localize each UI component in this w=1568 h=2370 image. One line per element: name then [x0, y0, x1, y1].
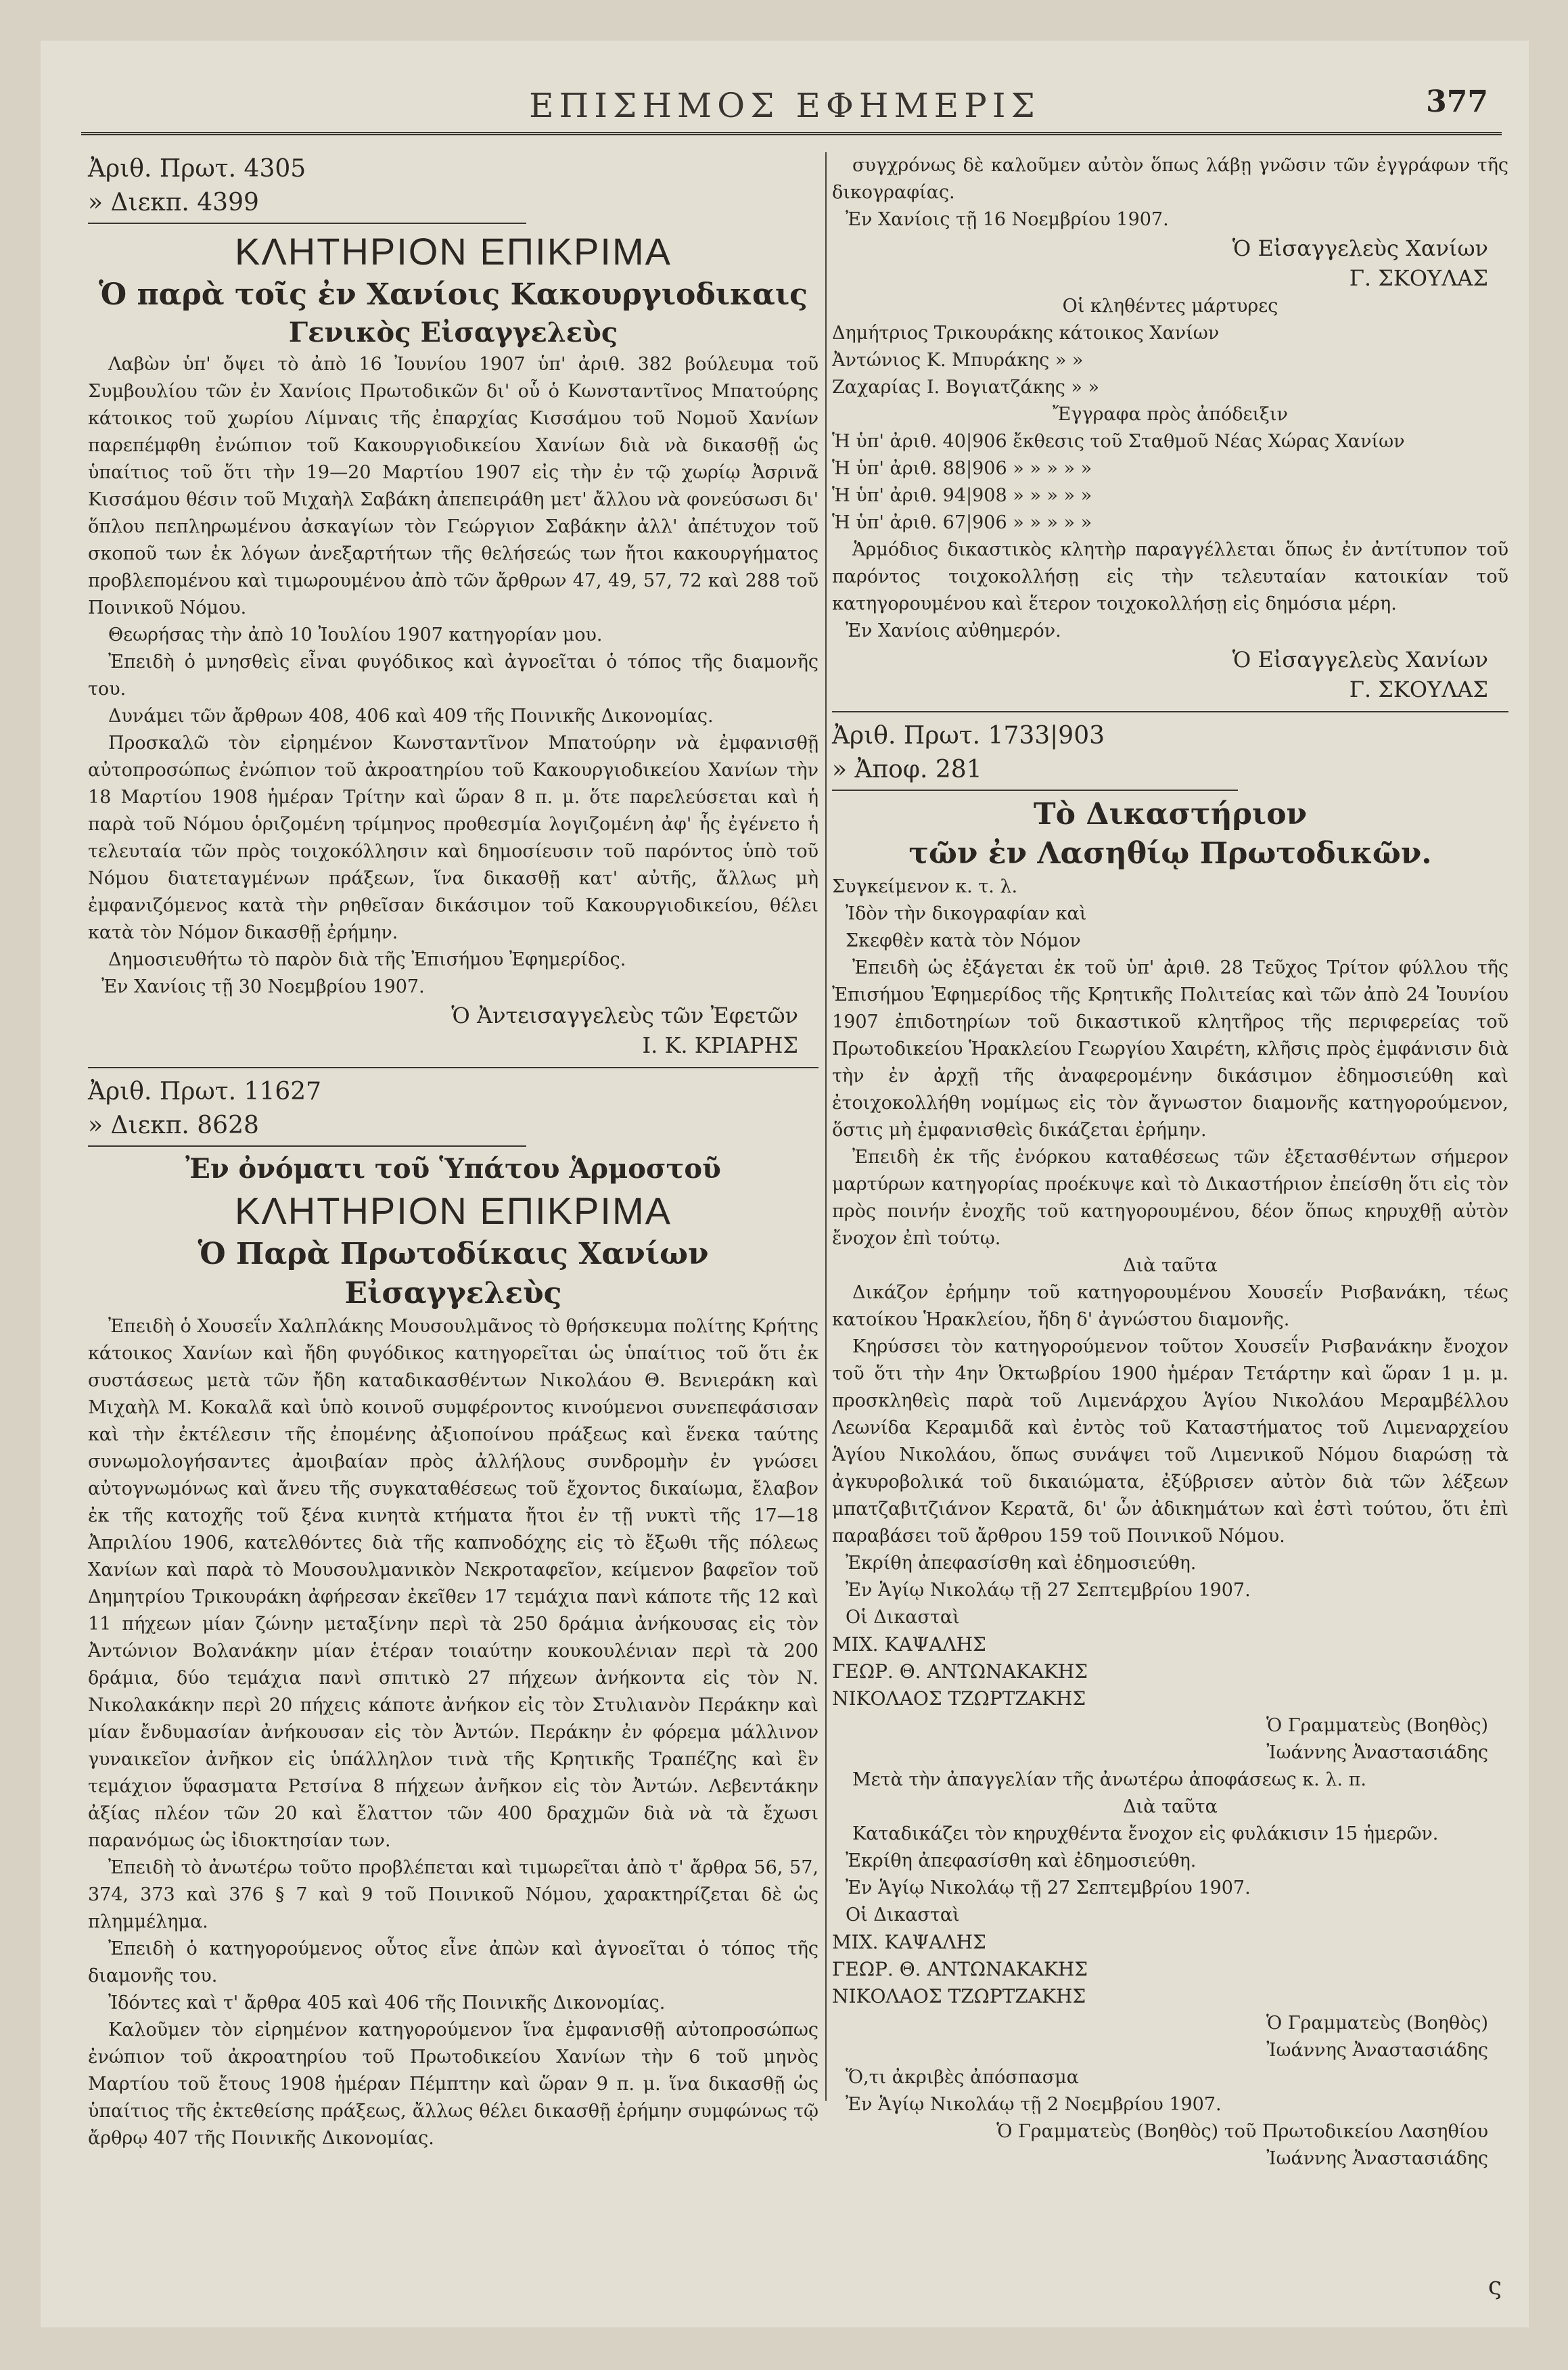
court-name: Τὸ Δικαστήριον [1033, 797, 1308, 831]
ref-rule [88, 1145, 526, 1147]
signatory-role: Ὁ Ἀντεισαγγελεὺς τῶν Ἐφετῶν [451, 1003, 798, 1028]
prosecutor-title: Γενικὸς Εἰσαγγελεὺς [288, 317, 618, 348]
notice-kind: ΚΛΗΤΗΡΙΟΝ ΕΠΙΚΡΙΜΑ [235, 1189, 672, 1232]
court-name: Ὁ Παρὰ Πρωτοδίκαις Χανίων Εἰσαγγελεὺς [198, 1237, 709, 1311]
gazette-title: ΕΠΙΣΗΜΟΣ ΕΦΗΜΕΡΙΣ [529, 86, 1040, 125]
clerk-role: Ὁ Γραμματεὺς (Βοηθὸς) [1266, 1715, 1488, 1736]
footer-mark: ς [1488, 2273, 1502, 2300]
court-name-line2: τῶν ἐν Λασηθίῳ Πρωτοδικῶν. [908, 836, 1432, 871]
notice-paragraph: Ἐπειδὴ ὁ κατηγορούμενος οὗτος εἶνε ἀπὼν καὶ ἀγνοεῖται ὁ τόπος τῆς διαμονῆς του. [88, 1938, 818, 1986]
section-heading: Διὰ ταῦτα [1123, 1796, 1218, 1817]
judgment-paragraph: Καταδικάζει τὸν κηρυχθέντα ἔνοχον εἰς φυλάκισιν 15 ἡμερῶν. [852, 1823, 1439, 1844]
copy-note: Ὅ,τι ἀκριβὲς ἀπόσπασμα [846, 2067, 1079, 2088]
protocol-ref: Ἀριθ. Πρωτ. 4305 [88, 155, 306, 183]
page-number: 377 [1426, 85, 1488, 119]
judge-name: ΓΕΩΡ. Θ. ΑΝΤΩΝΑΚΑΚΗΣ [832, 1958, 1088, 1980]
composition-line: Συγκείμενον κ. τ. λ. [832, 876, 1018, 897]
notice-paragraph: Ἰδόντες καὶ τ' ἄρθρα 405 καὶ 406 τῆς Ποινικῆς Δικονομίας. [108, 1992, 666, 2013]
ref-rule [832, 790, 1238, 791]
judgment-paragraph: Κηρύσσει τὸν κατηγορούμενον τοῦτον Χουσεΐν Ρισβανάκην ἔνοχον τοῦ ὅτι τὴν 4ην Ὀκτωβρίου 1900 ἡμέραν Τετάρτην καὶ ὥραν 1 μ. μ. προσκληθεὶς παρὰ τοῦ Λιμενάρχου Ἁγίου Νικολάου Μεραμβέλλου Λεωνίδα Κεραμιδᾶ καὶ ἐντὸς τοῦ Καταστήματος τοῦ Λιμεναρχείου Ἁγίου Νικολάου, ὅπως συνάψει τοῦ Λιμενικοῦ Νόμου διαρώσῃ τὰ ἀγκυροβολικά τοῦ δικαιώματα, ἐξύβρισεν αὐτὸν διὰ τῶν λέξεων μπατζαβιτζιάνον Κερατᾶ, δι' ὧν ἀδικημάτων καὶ ἐστὶ τούτου, ὅτι ἐπὶ παραβάσει τοῦ ἄρθρου 159 τοῦ Ποινικοῦ Νόμου. [832, 1336, 1508, 1547]
block-separator [832, 711, 1508, 712]
documents-title: Ἔγγραφα πρὸς ἀπόδειξιν [1053, 404, 1288, 425]
witness-entry: Ζαχαρίας Ι. Βογιατζάκης » » [832, 377, 1100, 398]
judge-name: ΓΕΩΡ. Θ. ΑΝΤΩΝΑΚΑΚΗΣ [832, 1660, 1088, 1683]
block-separator [88, 1067, 818, 1068]
judgment-date: Ἐν Ἁγίῳ Νικολάῳ τῇ 27 Σεπτεμβρίου 1907. [846, 1580, 1251, 1601]
notice-block-2 [88, 1075, 818, 2152]
judge-name: ΜΙΧ. ΚΑΨΑΛΗΣ [832, 1633, 986, 1656]
judge-name: ΜΙΧ. ΚΑΨΑΛΗΣ [832, 1931, 986, 1953]
header-rule [81, 132, 1502, 135]
notice-paragraph: Δυνάμει τῶν ἄρθρων 408, 406 καὶ 409 τῆς Ποινικῆς Δικονομίας. [108, 706, 714, 727]
judgment-block [832, 719, 1508, 2172]
document-entry: Ἡ ὑπ' ἀριθ. 40|906 ἔκθεσις τοῦ Σταθμοῦ Νέας Χώρας Χανίων [832, 431, 1405, 452]
right-column [832, 152, 1508, 2169]
notice-paragraph: Δημοσιευθήτω τὸ παρὸν διὰ τῆς Ἐπισήμου Ἐφημερίδος. [108, 949, 626, 970]
notice-paragraph: Προσκαλῶ τὸν εἰρημένον Κωνσταντῖνον Μπατούρην νὰ ἐμφανισθῇ αὐτοπροσώπως ἐνώπιον τοῦ ἀκροατηρίου τοῦ Κακουργιοδικείου Χανίων τὴν 18 Μαρτίου 1908 ἡμέραν Τρίτην καὶ ὥραν 8 π. μ. ὅτε παρελεύσεται καὶ ἡ παρὰ τοῦ Νόμου ὁριζομένη τρίμηνος προθεσμία λογιζομένη ἀφ' ἧς ἐγένετο ἡ τελευταία τῶν πρὸς τοιχοκόλλησιν καὶ δημοσίευσιν τοῦ παρόντος ὑπὸ τοῦ Νόμου διατεταγμένων πράξεων, ἵνα δικασθῇ κατ' αὐτῆς, ἄλλως μὴ ἐμφανιζόμενος κατὰ τὴν ρηθεῖσαν δικάσιμον τοῦ Κακουργιοδικείου, θέλει κατὰ τὸν Νόμον δικασθῇ ἐρήμην. [88, 733, 818, 943]
notice-paragraph: Καλοῦμεν τὸν εἰρημένον κατηγορούμενον ἵνα ἐμφανισθῇ αὐτοπροσώπως ἐνώπιον τοῦ ἀκροατηρίου τοῦ Πρωτοδικείου Χανίων τὴν 6 τοῦ μηνὸς Μαρτίου τοῦ ἔτους 1908 ἡμέραν Πέμπτην καὶ ὥραν 9 π. μ. ἵνα δικασθῇ ὡς ὑπαίτιος τῆς ἐκτεθείσης πράξεως, ἄλλως θέλει δικασθῇ ἐρήμην συμφώνως τῷ ἄρθρῳ 407 τῆς Ποινικῆς Δικονομίας. [88, 2020, 818, 2149]
judge-name: ΝΙΚΟΛΑΟΣ ΤΖΩΡΤΖΑΚΗΣ [832, 1985, 1086, 2007]
notice-continuation [832, 152, 1508, 704]
judgment-line: Σκεφθὲν κατὰ τὸν Νόμον [846, 930, 1081, 951]
final-signatory-role: Ὁ Γραμματεὺς (Βοηθὸς) τοῦ Πρωτοδικείου Λασηθίου [996, 2121, 1488, 2142]
document-entry: Ἡ ὑπ' ἀριθ. 94|908 » » » » » [832, 485, 1092, 506]
left-column [88, 152, 818, 2304]
column-divider [825, 152, 827, 2101]
witnesses-title: Οἱ κληθέντες μάρτυρες [1062, 296, 1278, 317]
judgment-paragraph: Ἐπειδὴ ἐκ τῆς ἐνόρκου καταθέσεως τῶν ἐξετασθέντων σήμερον μαρτύρων κατηγορίας προέκυψε καὶ τὸ Δικαστήριον ἐπείσθη ὅτι εἰς τὸν πρὸς ποινήν ἐνοχῆς τοῦ κατηγορουμένου, δέον ὅπως κηρυχθῇ αὐτὸν ἔνοχον ἐπὶ τούτῳ. [832, 1147, 1508, 1249]
decision-ref: » Ἀποφ. 281 [832, 756, 982, 783]
dispatch-ref: » Διεκπ. 8628 [88, 1112, 259, 1139]
section-heading: Διὰ ταῦτα [1123, 1255, 1218, 1276]
copy-date: Ἐν Ἁγίῳ Νικολάῳ τῇ 2 Νοεμβρίου 1907. [846, 2094, 1222, 2115]
clerk-role: Ὁ Γραμματεὺς (Βοηθὸς) [1266, 2013, 1488, 2034]
judgment-paragraph: Δικάζον ἐρήμην τοῦ κατηγορουμένου Χουσεΐν Ρισβανάκη, τέως κατοίκου Ἡρακλείου, ἤδη δ' ἀγνώστου διαμονῆς. [832, 1282, 1508, 1330]
notice-paragraph: Λαβὼν ὑπ' ὄψει τὸ ἀπὸ 16 Ἰουνίου 1907 ὑπ' ἀριθ. 382 βούλευμα τοῦ Συμβουλίου τῶν ἐν Χανίοις Πρωτοδικῶν δι' οὗ ὁ Κωνσταντῖνος Μπατούρης κάτοικος τοῦ χωρίου Λίμναις τῆς ἐπαρχίας Κισσάμου τοῦ Νομοῦ Χανίων παρεπέμφθη ἐνώπιον τοῦ Κακουργιοδικείου Χανίων διὰ νὰ δικασθῇ ὡς ὑπαίτιος τοῦ ὅτι τὴν 19—20 Μαρτίου 1907 εἰς τὴν ἐν τῷ χωρίῳ Ἀσρινᾶ Κισσάμου θέσιν τοῦ Μιχαὴλ Σαβάκη ἀπεπειράθη μετ' ἄλλου νὰ φονεύσωσι δι' ὅπλου πεπληρωμένου ἀσκαγίων τὸν Γεώργιον Σαβάκην ἀλλ' ἀπέτυχον τοῦ σκοποῦ των ἐκ λόγων ἀνεξαρτήτων τῆς θελήσεώς των ἤτοι κακουργήματος προβλεπομένου καὶ τιμωρουμένου ἀπὸ τῶν ἄρθρων 47, 49, 57, 72 καὶ 288 τοῦ Ποινικοῦ Νόμου. [88, 354, 818, 618]
notice-kind: ΚΛΗΤΗΡΙΟΝ ΕΠΙΚΡΙΜΑ [235, 230, 672, 273]
signatory-role: Ὁ Εἰσαγγελεὺς Χανίων [1232, 235, 1488, 261]
clerk-name: Ἰωάννης Ἀναστασιάδης [1266, 2040, 1488, 2061]
notice-paragraph: συγχρόνως δὲ καλοῦμεν αὐτὸν ὅπως λάβῃ γνῶσιν τῶν ἐγγράφων τῆς δικογραφίας. [832, 155, 1508, 203]
final-signatory-name: Ἰωάννης Ἀναστασιάδης [1266, 2148, 1488, 2169]
witness-entry: Ἀντώνιος Κ. Μπυράκης » » [832, 350, 1084, 371]
signatory-name: Ι. Κ. ΚΡΙΑΡΗΣ [642, 1032, 798, 1058]
newspaper-page [41, 41, 1529, 2327]
document-entry: Ἡ ὑπ' ἀριθ. 67|906 » » » » » [832, 512, 1092, 533]
judge-name: ΝΙΚΟΛΑΟΣ ΤΖΩΡΤΖΑΚΗΣ [832, 1687, 1086, 1710]
judgment-line: Ἐκρίθη ἀπεφασίσθη καὶ ἐδημοσιεύθη. [846, 1850, 1197, 1871]
document-entry: Ἡ ὑπ' ἀριθ. 88|906 » » » » » [832, 458, 1092, 479]
notice-paragraph: Θεωρήσας τὴν ἀπὸ 10 Ἰουλίου 1907 κατηγορίαν μου. [108, 624, 603, 645]
judgment-paragraph: Ἐπειδὴ ὡς ἐξάγεται ἐκ τοῦ ὑπ' ἀριθ. 28 Τεῦχος Τρίτον φύλλου τῆς Ἐπισήμου Ἐφημερίδος τῆς Κρητικῆς Πολιτείας καὶ τῶν ἀπὸ 24 Ἰουνίου 1907 ἐπιδοτηρίων τοῦ δικαστικοῦ κλητῆρος τῆς περιφερείας τοῦ Πρωτοδικείου Ἡρακλείου Γεωργίου Χαιρέτη, κλῆσις πρὸς ἐμφάνισιν διὰ τὴν ἐν ἀρχῇ τῆς ἀναφερομένην δικάσιμον ἐδημοσιεύθη καὶ ἐτοιχοκολλήθη νομίμως εἰς τὸν ἄγνωστον διαμονῆς κατηγορούμενον, ὅστις μὴ ἐμφανισθεὶς δικάζεται ἐρήμην. [832, 957, 1508, 1141]
notice-paragraph: Ἐπειδὴ ὁ μνησθεὶς εἶναι φυγόδικος καὶ ἀγνοεῖται ὁ τόπος τῆς διαμονῆς του. [88, 652, 818, 700]
court-name: Ὁ παρὰ τοῖς ἐν Χανίοις Κακουργιοδικαις [99, 277, 808, 312]
notice-date: Ἐν Χανίοις τῇ 16 Νοεμβρίου 1907. [846, 209, 1169, 230]
signatory-name: Γ. ΣΚΟΥΛΑΣ [1349, 265, 1488, 291]
judges-title: Οἱ Δικασταὶ [846, 1607, 960, 1628]
notice-date: Ἐν Χανίοις αὐθημερόν. [846, 620, 1061, 641]
page-header [41, 78, 1529, 139]
signatory-name: Γ. ΣΚΟΥΛΑΣ [1349, 677, 1488, 702]
notice-paragraph: Ἁρμόδιος δικαστικὸς κλητὴρ παραγγέλλεται ὅπως ἐν ἀντίτυπον τοῦ παρόντος τοιχοκολλήσῃ εἰς τὴν τελευταίαν κατοικίαν τοῦ κατηγορουμένου καὶ ἕτερον τοιχοκολλήσῃ εἰς δημόσια μέρη. [832, 539, 1508, 614]
judgment-line: Ἰδὸν τὴν δικογραφίαν καὶ [846, 903, 1087, 924]
witness-entry: Δημήτριος Τρικουράκης κάτοικος Χανίων [832, 323, 1220, 344]
invocation: Ἐν ὀνόματι τοῦ Ὑπάτου Ἁρμοστοῦ [185, 1153, 721, 1185]
protocol-ref: Ἀριθ. Πρωτ. 1733|903 [832, 722, 1105, 750]
signatory-role: Ὁ Εἰσαγγελεὺς Χανίων [1232, 647, 1488, 673]
notice-paragraph: Ἐπειδὴ ὁ Χουσεΐν Χαλπλάκης Μουσουλμᾶνος τὸ θρήσκευμα πολίτης Κρήτης κάτοικος Χανίων καὶ ἤδη φυγόδικος κατηγορεῖται ὡς ὑπαίτιος τοῦ ὅτι ἐκ συστάσεως μετὰ τῶν ἤδη καταδικασθέντων Νικολάου Θ. Βενιεράκη καὶ Μιχαὴλ Μ. Κοκαλᾶ καὶ ὑπὸ κοινοῦ συμφέροντος κινούμενοι συνεπεφάσισαν καὶ τὴν ἐκτέλεσιν τῆς ἐπομένης ἀξιοποίνου πράξεως καὶ ἕνεκα ταύτης συνωμολογήσαντες ἀμοιβαίαν πρὸς ἀλλήλους συνδρομὴν ἐν γνώσει αὐτογνωμόνως καὶ ἄνευ τῆς συγκαταθέσεως τοῦ ἔχοντος δικαίωμα, ἔλαβον ἐκ τῆς κατοχῆς τοῦ ξένα κινητὰ κτήματα ἤτοι ἐν τῇ νυκτὶ τῆς 17—18 Ἀπριλίου 1906, κατελθόντες διὰ τῆς καπνοδόχης εἰς τὸ ἔξωθι τῆς πόλεως Χανίων καὶ παρὰ τὸ Μουσουλμανικὸν Νεκροταφεῖον, κείμενον βαφεῖον τοῦ Δημητρίου Τρικουράκη ἀφήρεσαν ἐκεῖθεν 17 τεμάχια πανὶ κάποτε τῆς 12 καὶ 11 πήχεων μίαν ζώνην μεταξίνην περὶ τὰ 250 δράμια ἀνήκουσας εἰς τὸν Ἀντώνιον Βολανάκην μίαν ἑτέραν τοιαύτην κουκουλένιαν περὶ τὰ 200 δράμια, δύο τεμάχια πανὶ σπιτικὸ 27 πήχεων ἀνήκοντα εἰς τὸν Ν. Νικολακάκην περὶ 20 πήχεις κάποτε ἀνήκον εἰς τὸν Στυλιανὸν Περάκην καὶ μίαν ἔνδυμασίαν ἀνήκουσαν εἰς τὸν Ἀντών. Περάκην ἐν φόρεμα μάλλινον γυναικεῖον ἀνῆκον εἰς ὑπάλληλον τινὰ τῆς Κρητικῆς Τραπέζης καὶ ἓν τεμάχιον ὕφασματα Ρετσίνα 8 πήχεων ἀνῆκον εἰς τὸν Ἀντών. Λεβεντάκην ἀξίας πλέον τῶν 20 καὶ ἔλαττον τῶν 400 δραχμῶν διὰ νὰ τὰ ἔχωσι παρανόμως ὡς ἰδιοκτησίαν των. [88, 1316, 818, 1851]
protocol-ref: Ἀριθ. Πρωτ. 11627 [88, 1078, 322, 1106]
dispatch-ref: » Διεκπ. 4399 [88, 189, 259, 217]
judges-title: Οἱ Δικασταὶ [846, 1905, 960, 1925]
ref-rule [88, 223, 526, 224]
judgment-date: Ἐν Ἁγίῳ Νικολάῳ τῇ 27 Σεπτεμβρίου 1907. [846, 1877, 1251, 1898]
notice-paragraph: Ἐπειδὴ τὸ ἀνωτέρω τοῦτο προβλέπεται καὶ τιμωρεῖται ἀπὸ τ' ἄρθρα 56, 57, 374, 373 καὶ 376 § 7 καὶ 9 τοῦ Ποινικοῦ Νόμου, χαρακτηρίζεται δὲ ὡς πλημμέλημα. [88, 1857, 818, 1932]
notice-date: Ἐν Χανίοις τῇ 30 Νοεμβρίου 1907. [101, 976, 425, 997]
judgment-line: Ἐκρίθη ἀπεφασίσθη καὶ ἐδημοσιεύθη. [846, 1553, 1197, 1574]
judgment-paragraph: Μετὰ τὴν ἀπαγγελίαν τῆς ἀνωτέρω ἀποφάσεως κ. λ. π. [852, 1769, 1366, 1790]
clerk-name: Ἰωάννης Ἀναστασιάδης [1266, 1742, 1488, 1763]
notice-block-1 [88, 152, 818, 1060]
